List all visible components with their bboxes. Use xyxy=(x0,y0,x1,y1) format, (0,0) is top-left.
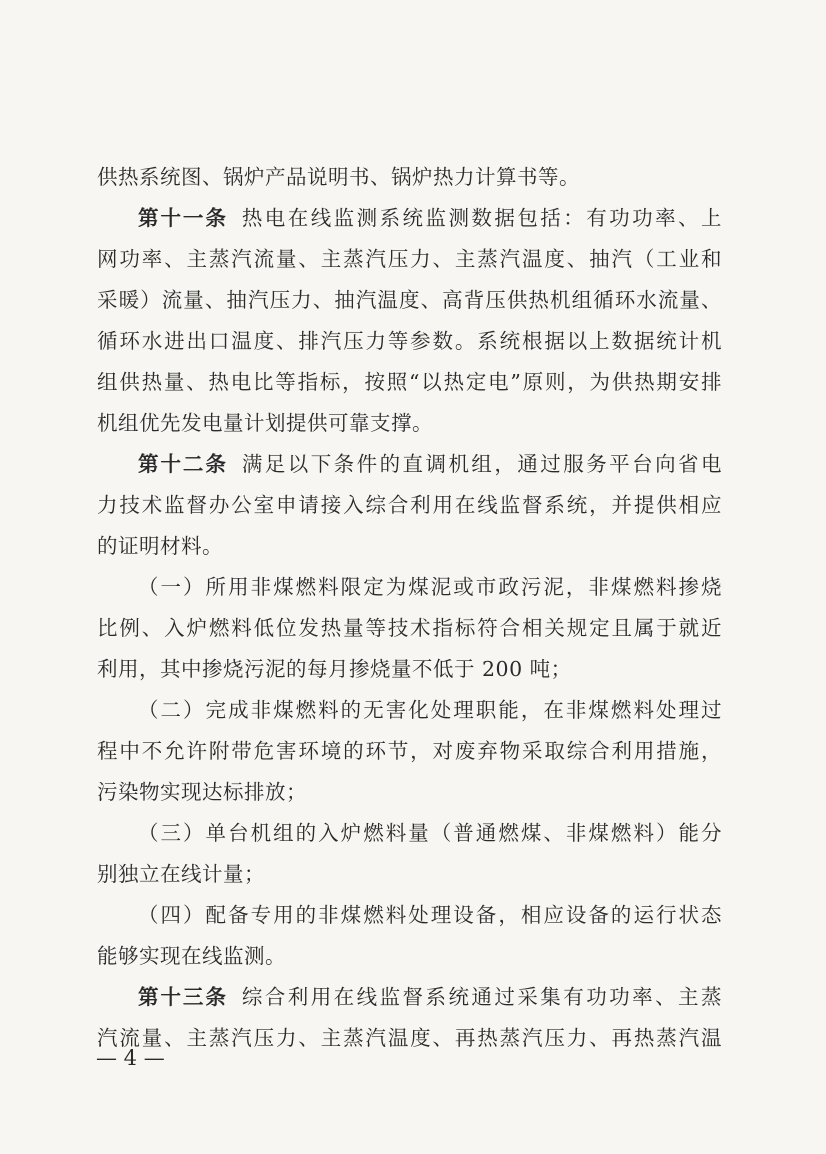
text-line xyxy=(97,854,722,895)
text-line xyxy=(97,895,722,936)
text-line xyxy=(97,444,722,485)
text-line xyxy=(97,608,722,649)
text-line xyxy=(97,977,722,1018)
line-text: 循环水进出口温度、排汽压力等参数。系统根据以上数据统计机 xyxy=(97,329,722,353)
page-number: — 4 — xyxy=(96,1046,165,1070)
line-text: 的证明材料。 xyxy=(97,534,223,558)
text-line xyxy=(97,280,722,321)
line-text: 程中不允许附带危害环境的环节，对废弃物采取综合利用措施， xyxy=(97,739,722,763)
line-text: 力技术监督办公室申请接入综合利用在线监督系统，并提供相应 xyxy=(97,493,722,517)
line-text: 利用，其中掺烧污泥的每月掺烧量不低于 200 吨； xyxy=(97,657,572,681)
text-line xyxy=(97,239,722,280)
text-line xyxy=(97,731,722,772)
article-heading: 第十二条 xyxy=(138,452,228,476)
line-text: 综合利用在线监督系统通过采集有功功率、主蒸 xyxy=(241,985,722,1009)
line-text: 污染物实现达标排放； xyxy=(97,780,307,804)
line-text: 供热系统图、锅炉产品说明书、锅炉热力计算书等。 xyxy=(97,165,580,189)
line-text: 汽流量、主蒸汽压力、主蒸汽温度、再热蒸汽压力、再热蒸汽温 xyxy=(97,1026,722,1050)
text-line xyxy=(97,157,722,198)
text-line xyxy=(97,1018,722,1059)
text-line xyxy=(97,772,722,813)
text-line xyxy=(97,403,722,444)
text-line xyxy=(97,198,722,239)
text-line xyxy=(97,567,722,608)
line-text: 别独立在线计量； xyxy=(97,862,265,886)
line-text: （三）单台机组的入炉燃料量（普通燃煤、非煤燃料）能分 xyxy=(138,821,722,845)
text-line xyxy=(97,485,722,526)
line-text: （一）所用非煤燃料限定为煤泥或市政污泥，非煤燃料掺烧 xyxy=(138,575,722,599)
line-text: 能够实现在线监测。 xyxy=(97,944,286,968)
text-line xyxy=(97,362,722,403)
line-text: 机组优先发电量计划提供可靠支撑。 xyxy=(97,411,433,435)
line-text: 热电在线监测系统监测数据包括：有功功率、上 xyxy=(241,206,722,230)
document-body xyxy=(97,157,722,1059)
line-text: 采暖）流量、抽汽压力、抽汽温度、高背压供热机组循环水流量、 xyxy=(97,288,722,312)
line-text: （四）配备专用的非煤燃料处理设备，相应设备的运行状态 xyxy=(138,903,722,927)
text-line xyxy=(97,813,722,854)
line-text: 比例、入炉燃料低位发热量等技术指标符合相关规定且属于就近 xyxy=(97,616,722,640)
text-line xyxy=(97,649,722,690)
article-heading: 第十三条 xyxy=(138,985,228,1009)
text-line xyxy=(97,526,722,567)
text-line xyxy=(97,690,722,731)
line-text: 满足以下条件的直调机组，通过服务平台向省电 xyxy=(241,452,722,476)
line-text: （二）完成非煤燃料的无害化处理职能，在非煤燃料处理过 xyxy=(138,698,722,722)
text-line xyxy=(97,936,722,977)
line-text: 组供热量、热电比等指标，按照“以热定电”原则，为供热期安排 xyxy=(97,370,722,394)
line-text: 网功率、主蒸汽流量、主蒸汽压力、主蒸汽温度、抽汽（工业和 xyxy=(97,247,722,271)
text-line xyxy=(97,321,722,362)
article-heading: 第十一条 xyxy=(138,206,228,230)
